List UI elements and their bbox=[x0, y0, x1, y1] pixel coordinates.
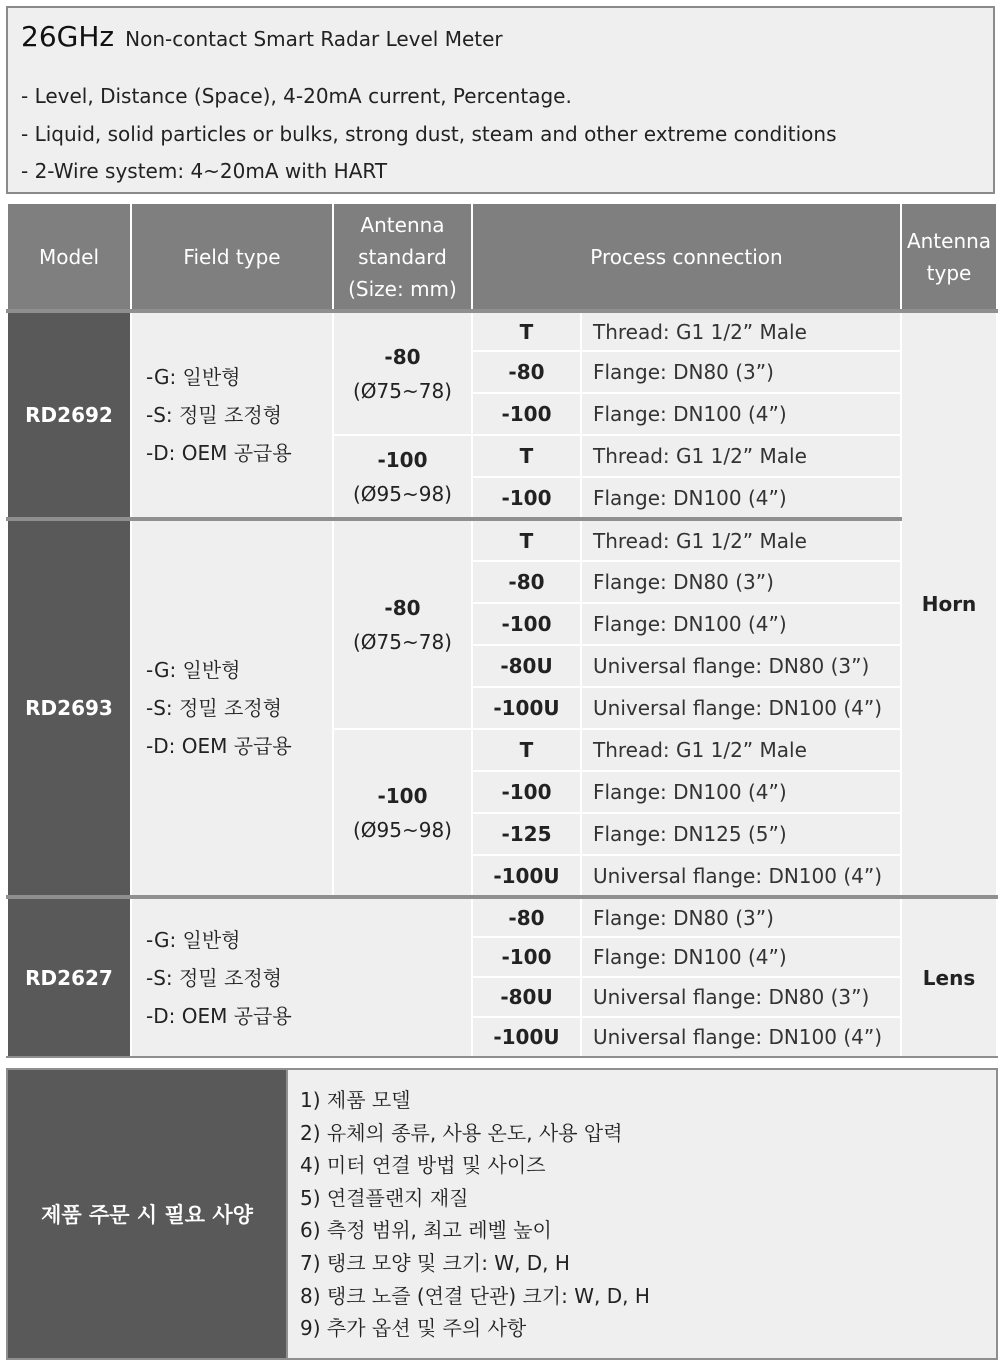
field-option: -G: 일반형 bbox=[146, 927, 241, 952]
header-text: standard bbox=[358, 244, 447, 269]
connection-code: -80U bbox=[472, 977, 581, 1017]
antenna-standard-cell bbox=[333, 519, 472, 729]
header-model: Model bbox=[7, 203, 131, 311]
connection-description: Flange: DN80 (3”) bbox=[581, 561, 901, 603]
field-option: -D: OEM 공급용 bbox=[146, 1003, 292, 1028]
header-antenna-standard bbox=[333, 203, 472, 311]
field-option: -S: 정밀 조정형 bbox=[146, 403, 282, 427]
model-cell: RD2693 bbox=[7, 519, 131, 897]
antenna-diameter: (Ø95~98) bbox=[352, 481, 452, 506]
connection-code: -125 bbox=[472, 813, 581, 855]
list-item: 4) 미터 연결 방법 및 사이즈 bbox=[300, 1153, 546, 1178]
table-row bbox=[7, 311, 997, 351]
table-row bbox=[7, 897, 997, 937]
antenna-diameter: (Ø75~78) bbox=[352, 629, 452, 654]
connection-code: -100 bbox=[472, 477, 581, 519]
field-option: -S: 정밀 조정형 bbox=[146, 965, 282, 990]
connection-description: Thread: G1 1/2” Male bbox=[581, 435, 901, 477]
header-process-connection: Process connection bbox=[472, 203, 901, 311]
antenna-type-cell: Horn bbox=[901, 311, 997, 897]
antenna-size: -80 bbox=[384, 595, 421, 620]
connection-description: Universal flange: DN100 (4”) bbox=[581, 855, 901, 897]
antenna-type-cell: Lens bbox=[901, 897, 997, 1057]
connection-description: Universal flange: DN100 (4”) bbox=[581, 1017, 901, 1057]
connection-description: Flange: DN80 (3”) bbox=[581, 351, 901, 393]
title-frequency: 26GHz bbox=[21, 20, 115, 53]
connection-code: -100 bbox=[472, 393, 581, 435]
connection-description: Flange: DN100 (4”) bbox=[581, 937, 901, 977]
connection-code: -100 bbox=[472, 771, 581, 813]
connection-code: -100U bbox=[472, 855, 581, 897]
title-description: Non-contact Smart Radar Level Meter bbox=[125, 27, 503, 51]
connection-description: Thread: G1 1/2” Male bbox=[581, 311, 901, 351]
connection-description: Flange: DN125 (5”) bbox=[581, 813, 901, 855]
antenna-diameter: (Ø75~78) bbox=[352, 378, 452, 403]
model-cell: RD2627 bbox=[7, 897, 131, 1057]
connection-description: Flange: DN100 (4”) bbox=[581, 603, 901, 645]
connection-code: -80 bbox=[472, 561, 581, 603]
connection-description: Flange: DN100 (4”) bbox=[581, 771, 901, 813]
field-option: -D: OEM 공급용 bbox=[146, 734, 292, 758]
list-item: 5) 연결플랜지 재질 bbox=[300, 1185, 469, 1210]
table-header-row bbox=[7, 203, 997, 311]
spec-table bbox=[6, 202, 998, 1058]
connection-code: T bbox=[472, 435, 581, 477]
list-item: 1) 제품 모델 bbox=[300, 1088, 411, 1112]
product-header bbox=[6, 6, 995, 194]
feature-line: - 2-Wire system: 4~20mA with HART bbox=[21, 159, 388, 183]
list-item: 2) 유체의 종류, 사용 온도, 사용 압력 bbox=[300, 1120, 623, 1145]
connection-code: -100 bbox=[472, 603, 581, 645]
list-item: 8) 탱크 노즐 (연결 단관) 크기: W, D, H bbox=[300, 1283, 650, 1308]
header-text: type bbox=[926, 260, 972, 285]
field-option: -D: OEM 공급용 bbox=[146, 441, 292, 465]
field-option: -S: 정밀 조정형 bbox=[146, 696, 282, 720]
connection-code: -80 bbox=[472, 897, 581, 937]
connection-code: T bbox=[472, 311, 581, 351]
order-requirements bbox=[6, 1068, 998, 1360]
connection-code: -100U bbox=[472, 1017, 581, 1057]
header-antenna-type bbox=[901, 203, 997, 311]
connection-code: -100 bbox=[472, 937, 581, 977]
field-type-cell bbox=[131, 311, 333, 519]
connection-code: -80U bbox=[472, 645, 581, 687]
antenna-diameter: (Ø95~98) bbox=[352, 817, 452, 842]
feature-line: - Liquid, solid particles or bulks, strong dust, steam and other extreme conditions bbox=[21, 122, 837, 146]
connection-description: Universal flange: DN100 (4”) bbox=[581, 687, 901, 729]
product-title bbox=[21, 20, 503, 53]
antenna-size: -80 bbox=[384, 344, 421, 369]
field-option: -G: 일반형 bbox=[146, 658, 241, 682]
connection-description: Flange: DN100 (4”) bbox=[581, 477, 901, 519]
header-field-type: Field type bbox=[131, 203, 333, 311]
list-item: 7) 탱크 모양 및 크기: W, D, H bbox=[300, 1250, 570, 1275]
connection-code: -100U bbox=[472, 687, 581, 729]
connection-description: Flange: DN100 (4”) bbox=[581, 393, 901, 435]
antenna-standard-cell bbox=[333, 435, 472, 519]
field-type-cell bbox=[131, 519, 333, 897]
antenna-size: -100 bbox=[377, 783, 428, 808]
connection-code: T bbox=[472, 519, 581, 561]
connection-description: Universal flange: DN80 (3”) bbox=[581, 977, 901, 1017]
connection-code: -80 bbox=[472, 351, 581, 393]
list-item: 9) 추가 옵션 및 주의 사항 bbox=[300, 1316, 527, 1341]
header-text: (Size: mm) bbox=[348, 276, 457, 301]
table-row bbox=[7, 519, 997, 561]
antenna-size: -100 bbox=[377, 447, 428, 472]
connection-description: Universal flange: DN80 (3”) bbox=[581, 645, 901, 687]
field-option: -G: 일반형 bbox=[146, 365, 241, 389]
connection-description: Thread: G1 1/2” Male bbox=[581, 729, 901, 771]
order-list bbox=[287, 1069, 997, 1359]
list-item: 6) 측정 범위, 최고 레벨 높이 bbox=[300, 1218, 552, 1243]
connection-description: Flange: DN80 (3”) bbox=[581, 897, 901, 937]
feature-line: - Level, Distance (Space), 4-20mA current, Percentage. bbox=[21, 84, 572, 108]
order-label: 제품 주문 시 필요 사양 bbox=[7, 1069, 287, 1359]
antenna-standard-cell bbox=[333, 311, 472, 435]
header-text: Antenna bbox=[360, 212, 445, 237]
connection-description: Thread: G1 1/2” Male bbox=[581, 519, 901, 561]
field-type-cell bbox=[131, 897, 472, 1057]
connection-code: T bbox=[472, 729, 581, 771]
model-cell: RD2692 bbox=[7, 311, 131, 519]
antenna-standard-cell bbox=[333, 729, 472, 897]
header-text: Antenna bbox=[906, 228, 992, 253]
